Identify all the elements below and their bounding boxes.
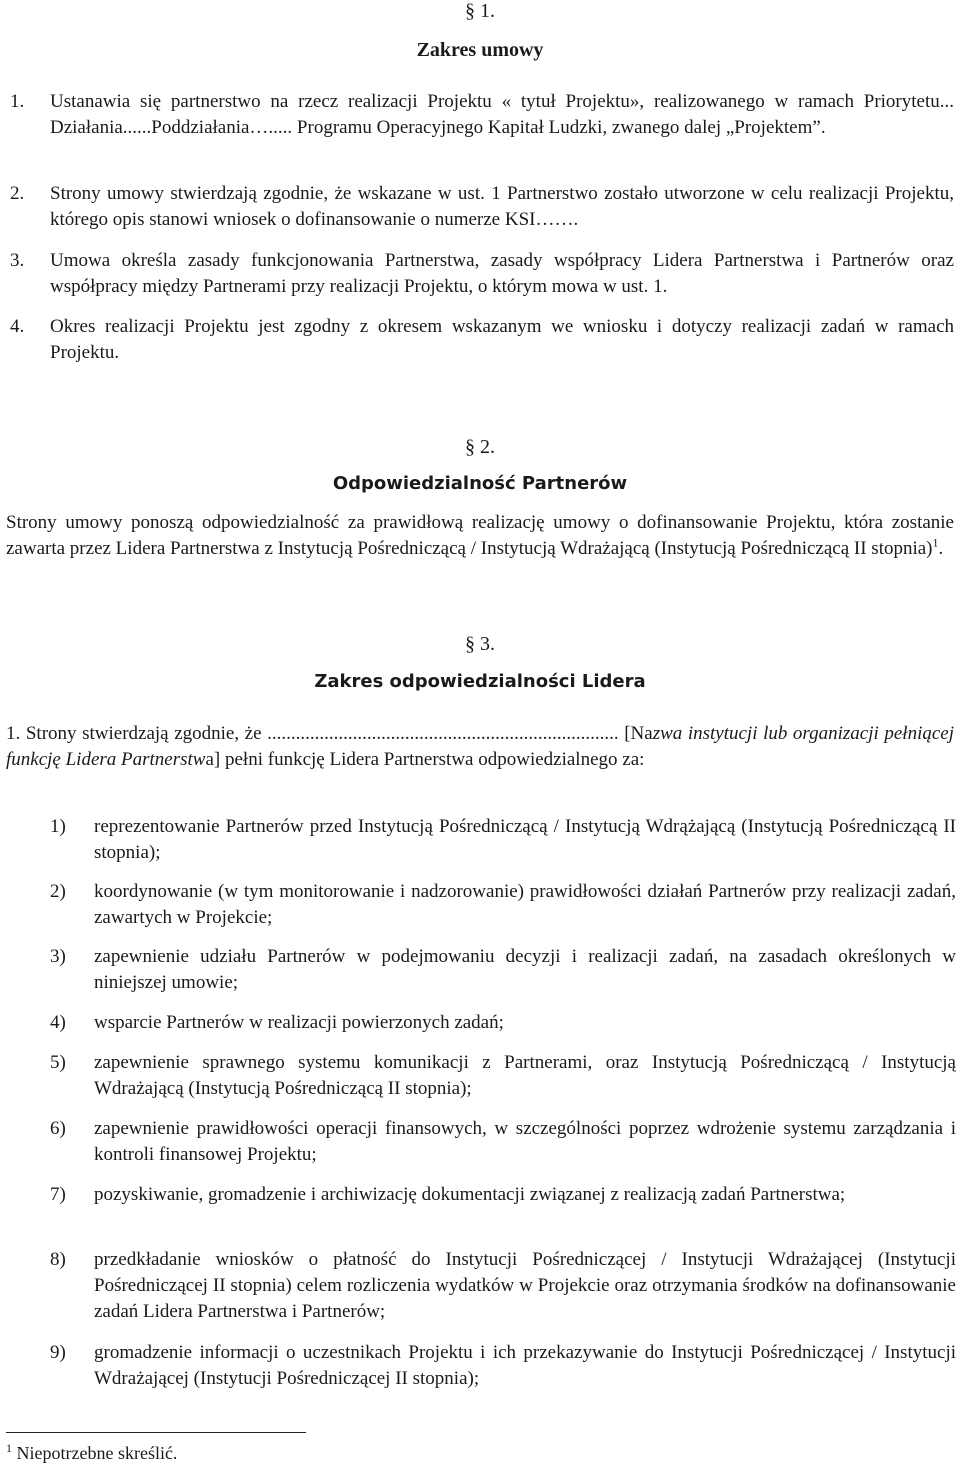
section-2-title: Odpowiedzialność Partnerów <box>332 473 628 494</box>
section-3-item-2 <box>50 879 956 931</box>
item-text: zapewnienie prawidłowości operacji finansowych, w szczególności poprzez wdrożenie systemu zarządzania i kontroli finansowej Projektu; <box>94 1118 956 1165</box>
item-text: pozyskiwanie, gromadzenie i archiwizację dokumentacji związanej z realizacją zadań Partnerstwa; <box>94 1184 846 1205</box>
intro-text: Strony stwierdzają zgodnie, że .......................................................................... [Na <box>25 723 653 744</box>
footnote-text: Niepotrzebne skreślić. <box>12 1443 178 1463</box>
section-1-item-1 <box>10 89 954 141</box>
section-3-item-9 <box>50 1340 956 1392</box>
item-number: 3) <box>50 946 66 967</box>
section-1-sign: § 1. <box>465 0 495 22</box>
item-text: zapewnienie udziału Partnerów w podejmowaniu decyzji i realizacji zadań, na zasadach określonych w niniejszej umowie; <box>94 946 956 993</box>
item-text: Ustanawia się partnerstwo na rzecz realizacji Projektu « tytuł Projektu», realizowanego w ramach Priorytetu... Działania......Poddziałania…..... Programu Operacyjnego Kapitał Ludzki, zwanego dalej „Projektem”. <box>50 91 954 138</box>
section-2-paragraph <box>6 510 954 562</box>
paragraph-text: Strony umowy ponoszą odpowiedzialność za prawidłową realizację umowy o dofinansowanie Projektu, która zostanie zawarta przez Lidera Partnerstwa z Instytucją Pośredniczącą / Instytucją Wdrażającą (Instytucją Pośredniczącą II stopnia) <box>6 512 954 559</box>
section-3-sign: § 3. <box>465 633 495 655</box>
item-text: wsparcie Partnerów w realizacji powierzonych zadań; <box>94 1012 504 1033</box>
item-number: 8) <box>50 1249 66 1270</box>
item-number: 2) <box>50 881 66 902</box>
footnote <box>6 1440 177 1466</box>
item-text: Umowa określa zasady funkcjonowania Partnerstwa, zasady współpracy Lidera Partnerstwa i Partnerów oraz współpracy między Partnerami przy realizacji Projektu, o którym mowa w ust. 1. <box>50 250 954 297</box>
intro-placeholder: zwa instytucji lub organizacji pełniącej funkcję Lidera Partnerstw <box>6 723 955 770</box>
item-text: zapewnienie sprawnego systemu komunikacji z Partnerami, oraz Instytucją Pośredniczącą / Instytucją Wdrażającą (Instytucją Pośredniczącą II stopnia); <box>94 1052 956 1099</box>
section-3-item-1 <box>50 814 956 866</box>
section-3-item-3 <box>50 944 956 996</box>
paragraph-end: . <box>938 538 944 559</box>
item-number: 2. <box>10 183 25 204</box>
item-number: 7) <box>50 1184 66 1205</box>
item-text: przedkładanie wniosków o płatność do Instytucji Pośredniczącej / Instytucji Wdrażającej (Instytucji Pośredniczącej II stopnia) celem rozliczenia wydatków w Projekcie oraz otrzymania środków na dofinansowanie zadań Lidera Partnerstwa i Partnerów; <box>94 1249 956 1322</box>
section-2-sign: § 2. <box>465 436 495 458</box>
section-1-item-3 <box>10 248 954 300</box>
section-3-item-6 <box>50 1116 956 1168</box>
item-number: 4. <box>10 316 25 337</box>
section-3-title: Zakres odpowiedzialności Lidera <box>314 671 646 692</box>
item-number: 3. <box>10 250 25 271</box>
item-number: 5) <box>50 1052 66 1073</box>
section-3-item-4 <box>50 1010 956 1036</box>
section-3-item-5 <box>50 1050 956 1102</box>
intro-number: 1. <box>6 723 21 744</box>
section-3-item-8 <box>50 1247 956 1325</box>
item-text: reprezentowanie Partnerów przed Instytucją Pośredniczącą / Instytucją Wdrążającą (Instytucją Pośredniczącą II stopnia); <box>94 816 956 863</box>
section-1-title: Zakres umowy <box>416 39 544 61</box>
section-1-item-2 <box>10 181 954 233</box>
footnote-separator <box>6 1432 306 1433</box>
intro-text-end: a] pełni funkcję Lidera Partnerstwa odpowiedzialnego za: <box>205 749 645 770</box>
item-number: 4) <box>50 1012 66 1033</box>
item-number: 6) <box>50 1118 66 1139</box>
section-3-item-7 <box>50 1182 956 1208</box>
item-number: 9) <box>50 1342 66 1363</box>
item-text: gromadzenie informacji o uczestnikach Projektu i ich przekazywanie do Instytucji Pośredniczącej / Instytucji Wdrażającej (Instytucji Pośredniczącej II stopnia); <box>94 1342 956 1389</box>
item-number: 1) <box>50 816 66 837</box>
section-3-intro <box>6 721 954 773</box>
section-1-item-4 <box>10 314 954 366</box>
item-text: koordynowanie (w tym monitorowanie i nadzorowanie) prawidłowości działań Partnerów przy realizacji zadań, zawartych w Projekcie; <box>94 881 956 928</box>
item-text: Okres realizacji Projektu jest zgodny z okresem wskazanym we wniosku i dotyczy realizacji zadań w ramach Projektu. <box>50 316 954 363</box>
item-number: 1. <box>10 91 25 112</box>
footnote-reference: 1 <box>932 535 939 550</box>
footnote-mark: 1 <box>6 1441 12 1455</box>
item-text: Strony umowy stwierdzają zgodnie, że wskazane w ust. 1 Partnerstwo zostało utworzone w celu realizacji Projektu, którego opis stanowi wniosek o dofinansowanie o numerze KSI……. <box>50 183 954 230</box>
